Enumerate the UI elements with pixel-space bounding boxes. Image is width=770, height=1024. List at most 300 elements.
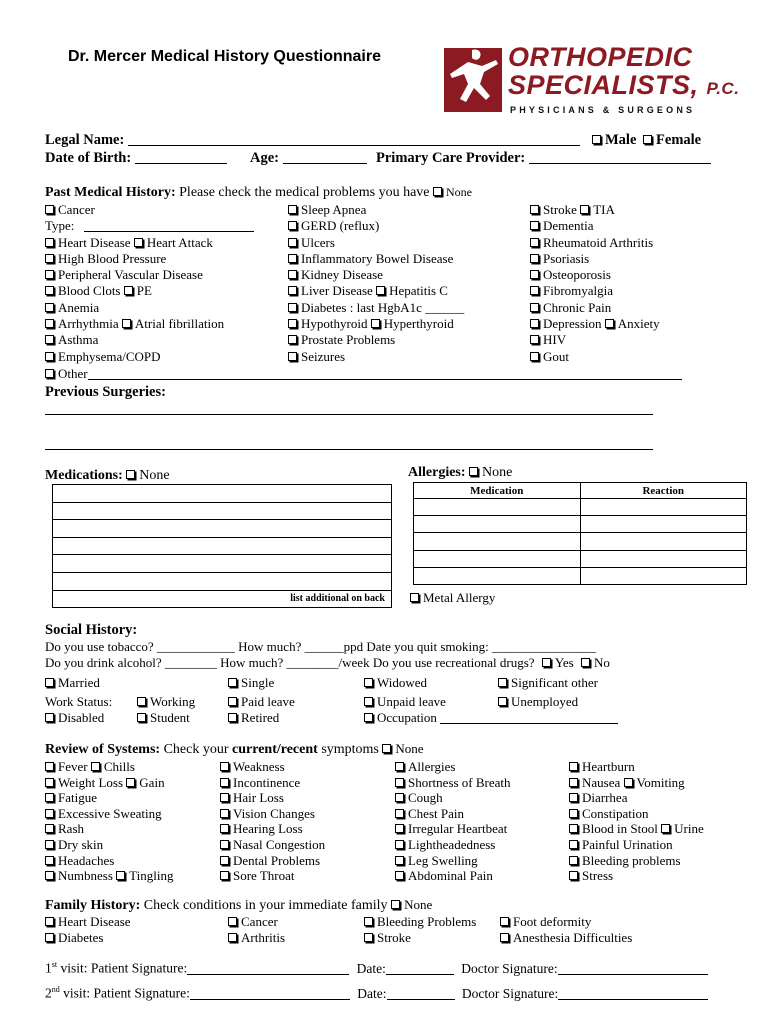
work-item (498, 694, 578, 710)
allergy-cell[interactable] (580, 533, 747, 550)
ros-none-checkbox[interactable] (382, 744, 391, 753)
pmh-checkbox[interactable] (45, 335, 54, 344)
pmh-label: TIA (593, 202, 615, 217)
pmh-none-checkbox[interactable] (433, 187, 442, 196)
ros-label: Nausea (582, 774, 621, 790)
work-item (364, 694, 446, 710)
pmh-checkbox[interactable] (288, 286, 297, 295)
pmh-item (288, 235, 464, 251)
pmh-checkbox[interactable] (45, 319, 54, 328)
ros-item (45, 806, 173, 822)
pmh-checkbox[interactable] (288, 254, 297, 263)
pmh-item (288, 251, 464, 267)
work-checkbox[interactable] (137, 697, 146, 706)
pmh-heading: Past Medical History: (45, 185, 176, 200)
work-label: Paid leave (241, 694, 295, 709)
work-item (364, 710, 618, 726)
work-checkbox[interactable] (364, 697, 373, 706)
allergies-header (408, 465, 512, 481)
pmh-label: Dementia (543, 218, 594, 234)
pmh-label: Sleep Apnea (301, 202, 367, 217)
ros-checkbox[interactable] (220, 856, 229, 865)
ros-item (45, 821, 173, 837)
marital-label: Widowed (377, 675, 428, 690)
ros-label: Tingling (129, 868, 174, 884)
pmh-item (530, 202, 660, 218)
patient-signature-label: visit: Patient Signature: (60, 960, 188, 976)
pmh-checkbox[interactable] (45, 238, 54, 247)
pmh-item (530, 251, 660, 267)
pmh-label: Osteoporosis (543, 267, 611, 283)
pmh-item (45, 283, 254, 299)
ros-prompt-b: current/recent (232, 742, 318, 757)
ros-item (220, 821, 325, 837)
pmh-other-checkbox[interactable] (45, 369, 54, 378)
pmh-label: Rheumatoid Arthritis (543, 234, 654, 250)
pmh-other-row (45, 366, 682, 382)
pmh-item (530, 235, 660, 251)
ros-checkbox[interactable] (395, 824, 404, 833)
pmh-prompt: Please check the medical problems you have (179, 185, 430, 200)
pmh-label: Depression (543, 316, 602, 332)
drugs-no-label: No (593, 655, 610, 670)
ros-label: Allergies (408, 759, 456, 774)
pmh-label: Seizures (301, 348, 346, 364)
pmh-checkbox[interactable] (530, 205, 539, 214)
ros-label: Lightheadedness (408, 836, 496, 852)
pmh-checkbox[interactable] (288, 205, 297, 214)
work-checkbox[interactable] (364, 713, 373, 722)
pmh-item (288, 218, 464, 234)
family-item (364, 914, 476, 930)
allergy-cell[interactable] (414, 516, 581, 533)
ros-checkbox[interactable] (126, 778, 135, 787)
family-prompt: Check conditions in your immediate family (143, 898, 388, 913)
runner-figure-icon (444, 44, 504, 114)
pmh-other-field[interactable] (88, 368, 682, 380)
ros-heading: Review of Systems: (45, 742, 161, 757)
allergy-cell[interactable] (580, 499, 747, 516)
work-checkbox[interactable] (228, 697, 237, 706)
family-checkbox[interactable] (500, 917, 509, 926)
pmh-label: Heart Attack (146, 234, 213, 250)
medications-header (45, 468, 170, 484)
ros-checkbox[interactable] (220, 871, 229, 880)
work-item (137, 710, 190, 726)
metal-allergy-label: Metal Allergy (423, 590, 496, 605)
ros-item (569, 790, 704, 806)
marital-label: Married (58, 675, 100, 690)
ros-item (569, 821, 704, 837)
ros-checkbox[interactable] (45, 824, 54, 833)
logo-pc: P.C. (706, 79, 740, 98)
family-item (45, 930, 103, 946)
pmh-label: Peripheral Vascular Disease (58, 267, 203, 283)
pmh-label: Arrhythmia (58, 316, 119, 332)
marital-checkbox[interactable] (45, 678, 54, 687)
pmh-checkbox[interactable] (134, 238, 143, 247)
ros-label: Constipation (582, 805, 649, 821)
pmh-checkbox[interactable] (45, 352, 54, 361)
ros-checkbox[interactable] (395, 809, 404, 818)
ros-checkbox[interactable] (45, 762, 54, 771)
family-label: Diabetes (58, 930, 104, 945)
work-item (228, 710, 279, 726)
ros-checkbox[interactable] (395, 778, 404, 787)
family-header (45, 897, 432, 914)
family-checkbox[interactable] (228, 933, 237, 942)
allergies-heading: Allergies: (408, 465, 466, 480)
legal-name-field[interactable] (128, 134, 580, 146)
doctor-signature-label: Doctor Signature: (461, 960, 558, 976)
age-field[interactable] (283, 152, 367, 164)
family-item (228, 914, 278, 930)
pmh-label: Hepatitis C (389, 283, 448, 299)
pmh-checkbox[interactable] (530, 254, 539, 263)
ros-checkbox[interactable] (569, 856, 578, 865)
pmh-label: Hypothyroid (301, 316, 368, 332)
pmh-label: Gout (543, 348, 569, 364)
pmh-item (45, 235, 254, 251)
ros-label: Weight Loss (58, 774, 124, 790)
pmh-checkbox[interactable] (605, 319, 614, 328)
pmh-item (288, 202, 464, 218)
ros-label: Abdominal Pain (408, 868, 493, 884)
pmh-item (45, 300, 254, 316)
pmh-label: Psoriasis (543, 250, 590, 266)
pmh-checkbox[interactable] (288, 352, 297, 361)
ros-item (45, 790, 173, 806)
pmh-checkbox[interactable] (371, 319, 380, 328)
ros-item (569, 853, 704, 869)
cancer-type-field[interactable] (84, 220, 254, 232)
pmh-item (288, 267, 464, 283)
ros-checkbox[interactable] (220, 793, 229, 802)
ros-checkbox[interactable] (624, 778, 633, 787)
family-label: Heart Disease (58, 914, 131, 929)
ros-label: Leg Swelling (408, 852, 478, 868)
ros-item (220, 853, 325, 869)
surgeries-line-2[interactable] (45, 449, 653, 450)
medication-cell[interactable] (53, 555, 392, 573)
work-checkbox[interactable] (45, 713, 54, 722)
pmh-col1 (45, 202, 254, 365)
family-checkbox[interactable] (45, 933, 54, 942)
work-label: Occupation (377, 710, 437, 725)
ros-item (569, 837, 704, 853)
surgeries-heading: Previous Surgeries: (45, 384, 166, 400)
drugs-yes-label: Yes (554, 655, 574, 670)
work-label: Working (150, 694, 196, 709)
pmh-item (45, 316, 254, 332)
ros-checkbox[interactable] (220, 778, 229, 787)
ros-none-label: None (395, 741, 424, 756)
visit2-signature-row (45, 985, 708, 1002)
medication-cell[interactable] (53, 502, 392, 520)
pmh-checkbox[interactable] (288, 319, 297, 328)
ros-label: Dental Problems (233, 852, 321, 868)
pmh-checkbox[interactable] (530, 319, 539, 328)
ros-label: Rash (58, 821, 84, 837)
male-checkbox[interactable] (592, 135, 601, 144)
marital-item (45, 675, 100, 691)
pmh-checkbox[interactable] (376, 286, 385, 295)
allergy-cell[interactable] (580, 550, 747, 567)
visit1-signature-row (45, 960, 708, 977)
pmh-item (530, 316, 660, 332)
work-checkbox[interactable] (228, 713, 237, 722)
logo-line2: SPECIALISTS, (508, 70, 699, 100)
ros-label: Blood in Stool (582, 821, 658, 837)
pmh-item (288, 316, 464, 332)
family-checkbox[interactable] (500, 933, 509, 942)
female-checkbox[interactable] (643, 135, 652, 144)
pmh-checkbox[interactable] (530, 335, 539, 344)
ros-item (45, 853, 173, 869)
ros-checkbox[interactable] (661, 824, 670, 833)
legal-name-row (45, 132, 580, 149)
ros-item (220, 806, 325, 822)
pmh-checkbox[interactable] (45, 303, 54, 312)
medication-cell[interactable] (53, 537, 392, 555)
age-label: Age: (250, 150, 279, 166)
work-label: Student (150, 710, 190, 725)
ros-item (569, 868, 704, 884)
ros-label: Headaches (58, 852, 115, 868)
ros-label: Hearing Loss (233, 821, 303, 837)
dob-field[interactable] (135, 152, 227, 164)
pmh-item (530, 218, 660, 234)
pmh-label: Asthma (58, 332, 99, 348)
family-item (45, 914, 131, 930)
pcp-row (376, 150, 711, 167)
visit2-date-field[interactable] (387, 988, 455, 1000)
ros-item (395, 821, 511, 837)
ros-label: Numbness (58, 868, 113, 884)
medications-heading: Medications: (45, 468, 123, 483)
pmh-checkbox[interactable] (288, 221, 297, 230)
pmh-label: Atrial fibrillation (134, 316, 225, 332)
pmh-checkbox[interactable] (45, 254, 54, 263)
visit1-date-field[interactable] (386, 963, 454, 975)
allergies-none-checkbox[interactable] (469, 467, 478, 476)
pmh-item (45, 332, 254, 348)
medication-cell[interactable] (53, 572, 392, 590)
pmh-item (530, 349, 660, 365)
ros-item (395, 868, 511, 884)
ros-label: Incontinence (233, 774, 301, 790)
ros-checkbox[interactable] (569, 840, 578, 849)
pmh-item (530, 283, 660, 299)
work-checkbox[interactable] (137, 713, 146, 722)
pmh-checkbox[interactable] (288, 270, 297, 279)
ros-checkbox[interactable] (116, 871, 125, 880)
ros-checkbox[interactable] (45, 856, 54, 865)
ros-col4 (569, 759, 704, 884)
family-checkbox[interactable] (364, 917, 373, 926)
ros-checkbox[interactable] (569, 871, 578, 880)
surgeries-line-1[interactable] (45, 414, 653, 415)
allergy-cell[interactable] (414, 550, 581, 567)
ros-checkbox[interactable] (220, 840, 229, 849)
ros-item (220, 790, 325, 806)
allergy-cell[interactable] (580, 567, 747, 584)
pmh-checkbox[interactable] (288, 335, 297, 344)
allergy-cell[interactable] (414, 499, 581, 516)
male-label: Male (605, 132, 637, 148)
pmh-col3 (530, 202, 660, 365)
work-label: Retired (241, 710, 280, 725)
ros-checkbox[interactable] (395, 762, 404, 771)
visit1-patient-signature-field[interactable] (187, 963, 349, 975)
pmh-item (530, 267, 660, 283)
pmh-item (530, 332, 660, 348)
pmh-type-label: Type: (45, 218, 75, 234)
visit2-number: 2 (45, 985, 52, 1001)
pmh-label: Hyperthyroid (383, 316, 454, 332)
visit1-doctor-signature-field[interactable] (558, 963, 708, 975)
metal-allergy-checkbox[interactable] (410, 593, 419, 602)
marital-item (498, 675, 598, 691)
ros-item (395, 759, 511, 775)
ros-checkbox[interactable] (569, 778, 578, 787)
pmh-label: PE (136, 283, 152, 299)
pmh-checkbox[interactable] (530, 286, 539, 295)
work-item (45, 710, 104, 726)
ros-item (220, 837, 325, 853)
sex-row (592, 132, 701, 149)
medication-cell[interactable] (53, 485, 392, 503)
ros-checkbox[interactable] (569, 824, 578, 833)
ros-checkbox[interactable] (45, 809, 54, 818)
metal-allergy-row (410, 590, 495, 606)
ros-label: Gain (139, 774, 165, 790)
pmh-checkbox[interactable] (124, 286, 133, 295)
work-checkbox[interactable] (498, 697, 507, 706)
visit1-suffix: st (51, 960, 58, 969)
pmh-checkbox[interactable] (45, 270, 54, 279)
allergy-cell[interactable] (414, 567, 581, 584)
ros-checkbox[interactable] (395, 840, 404, 849)
tobacco-row: Do you use tobacco? ____________ How much? ______ppd Date you quit smoking: ________________ (45, 639, 596, 654)
ros-checkbox[interactable] (91, 762, 100, 771)
allergy-cell[interactable] (580, 516, 747, 533)
visit2-doctor-signature-field[interactable] (558, 988, 708, 1000)
marital-checkbox[interactable] (364, 678, 373, 687)
ros-checkbox[interactable] (569, 762, 578, 771)
ros-checkbox[interactable] (45, 793, 54, 802)
pmh-checkbox[interactable] (288, 303, 297, 312)
pmh-label: Cancer (58, 202, 95, 217)
allergy-col-medication: Medication (414, 483, 581, 499)
work-label: Unemployed (511, 694, 579, 709)
ros-checkbox[interactable] (569, 793, 578, 802)
family-label: Anesthesia Difficulties (513, 930, 633, 945)
pmh-item (288, 332, 464, 348)
medications-none-checkbox[interactable] (126, 470, 135, 479)
ros-label: Vomiting (636, 774, 685, 790)
date-label: Date: (357, 985, 387, 1001)
page-title: Dr. Mercer Medical History Questionnaire (68, 48, 381, 65)
ros-label: Shortness of Breath (408, 774, 511, 790)
pmh-checkbox[interactable] (580, 205, 589, 214)
ros-item (45, 868, 173, 884)
ros-checkbox[interactable] (395, 793, 404, 802)
pmh-checkbox[interactable] (530, 303, 539, 312)
allergy-cell[interactable] (414, 533, 581, 550)
drugs-yes-checkbox[interactable] (542, 658, 551, 667)
drugs-no-checkbox[interactable] (581, 658, 590, 667)
family-checkbox[interactable] (228, 917, 237, 926)
ros-label: Chest Pain (408, 805, 464, 821)
family-item (364, 930, 411, 946)
family-label: Foot deformity (513, 914, 592, 929)
ros-label: Fatigue (58, 790, 97, 806)
pmh-checkbox[interactable] (530, 352, 539, 361)
pmh-checkbox[interactable] (288, 238, 297, 247)
ros-item (569, 759, 704, 775)
family-checkbox[interactable] (45, 917, 54, 926)
ros-label: Diarrhea (582, 790, 628, 806)
family-none-checkbox[interactable] (391, 900, 400, 909)
ros-label: Painful Urination (582, 836, 673, 852)
doctor-signature-label: Doctor Signature: (461, 985, 559, 1001)
pmh-checkbox[interactable] (122, 319, 131, 328)
marital-label: Significant other (511, 675, 599, 690)
ros-item (395, 775, 511, 791)
pmh-label: High Blood Pressure (58, 250, 167, 266)
ros-checkbox[interactable] (395, 871, 404, 880)
pmh-checkbox[interactable] (45, 205, 54, 214)
ros-item (395, 806, 511, 822)
pmh-item (530, 300, 660, 316)
ros-checkbox[interactable] (220, 824, 229, 833)
pmh-checkbox[interactable] (45, 286, 54, 295)
ros-label: Excessive Sweating (58, 805, 162, 821)
pmh-checkbox[interactable] (530, 221, 539, 230)
ros-checkbox[interactable] (569, 809, 578, 818)
visit2-patient-signature-field[interactable] (190, 988, 350, 1000)
ros-checkbox[interactable] (45, 871, 54, 880)
pmh-checkbox[interactable] (530, 270, 539, 279)
ros-item (395, 853, 511, 869)
ros-checkbox[interactable] (395, 856, 404, 865)
pmh-label: Prostate Problems (301, 332, 396, 348)
occupation-field[interactable] (440, 712, 618, 724)
ros-checkbox[interactable] (45, 778, 54, 787)
marital-checkbox[interactable] (228, 678, 237, 687)
pmh-label: Kidney Disease (301, 267, 383, 283)
ros-prompt-a: Check your (163, 742, 229, 757)
ros-item (395, 790, 511, 806)
ros-label: Stress (582, 868, 614, 884)
ros-checkbox[interactable] (220, 762, 229, 771)
ros-checkbox[interactable] (220, 809, 229, 818)
marital-item (364, 675, 427, 691)
medication-cell[interactable] (53, 520, 392, 538)
pcp-field[interactable] (529, 152, 711, 164)
marital-checkbox[interactable] (498, 678, 507, 687)
allergies-table (413, 482, 747, 585)
pmh-checkbox[interactable] (530, 238, 539, 247)
medications-footer: list additional on back (53, 590, 392, 608)
pmh-label: Anxiety (617, 316, 660, 332)
family-none-label: None (404, 897, 433, 912)
family-checkbox[interactable] (364, 933, 373, 942)
ros-checkbox[interactable] (45, 840, 54, 849)
family-label: Stroke (377, 930, 411, 945)
ros-item (45, 837, 173, 853)
